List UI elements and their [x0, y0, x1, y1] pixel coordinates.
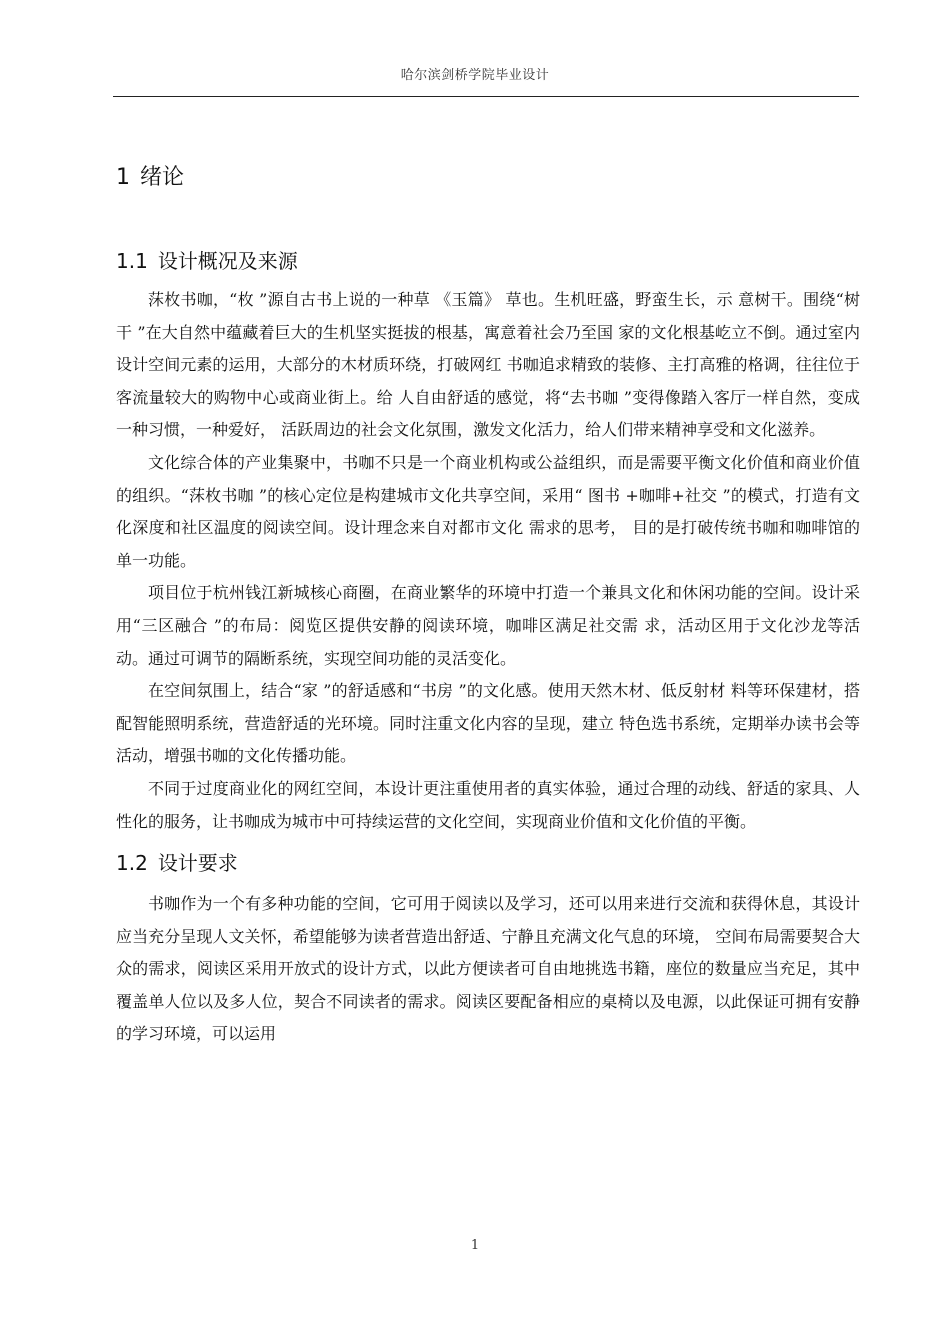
- page-number: 1: [470, 1238, 480, 1253]
- body-paragraph: 在空间氛围上，结合“家 ”的舒适感和“书房 ”的文化感。使用天然木材、低反射材 料等环保建材，搭配智能照明系统，营造舒适的光环境。同时注重文化内容的呈现，建立 特色选书系统，定期举办读书会等活动，增强书咖的文化传播功能。: [116, 681, 860, 766]
- header-divider: [113, 96, 859, 97]
- section-number: 1.1: [116, 249, 148, 273]
- chapter-number: 1: [116, 165, 130, 190]
- body-paragraph: 不同于过度商业化的网红空间，本设计更注重使用者的真实体验，通过合理的动线、舒适的家具、人性化的服务，让书咖成为城市中可持续运营的文化空间，实现商业价值和文化价值的平衡。: [116, 778, 860, 831]
- section-title: 设计要求: [157, 851, 238, 876]
- chapter-heading: [116, 158, 860, 202]
- section-heading: [116, 244, 860, 278]
- section-title: 设计概况及来源: [157, 249, 298, 273]
- running-header: 哈尔滨剑桥学院毕业设计: [400, 68, 550, 83]
- body-paragraph: 项目位于杭州钱江新城核心商圈，在商业繁华的环境中打造一个兼具文化和休闲功能的空间。设计采用“三区融合 ”的布局：阅览区提供安静的阅读环境，咖啡区满足社交需 求，活动区用于文化沙龙等活动。通过可调节的隔断系统，实现空间功能的灵活变化。: [116, 583, 860, 668]
- page-content: [116, 158, 860, 1051]
- chapter-title: 绪论: [140, 165, 185, 190]
- body-paragraph: 文化综合体的产业集聚中，书咖不只是一个商业机构或公益组织，而是需要平衡文化价值和商业价值的组织。“莯枚书咖 ”的核心定位是构建城市文化共享空间，采用“ 图书 +咖啡+社交 ”的模式，打造有文化深度和社区温度的阅读空间。设计理念来自对都市文化 需求的思考， 目的是打破传统书咖和咖啡馆的单一功能。: [116, 452, 860, 570]
- section-heading: [116, 846, 860, 880]
- body-paragraph: 书咖作为一个有多种功能的空间，它可用于阅读以及学习，还可以用来进行交流和获得休息，其设计应当充分呈现人文关怀，希望能够为读者营造出舒适、宁静且充满文化气息的环境， 空间布局需要契合大众的需求，阅读区采用开放式的设计方式，以此方便读者可自由地挑选书籍，座位的数量应当充足，其中覆盖单人位以及多人位，契合不同读者的需求。阅读区要配备相应的桌椅以及电源，以此保证可拥有安静的学习环境，可以运用: [116, 894, 860, 1044]
- section-number: 1.2: [116, 851, 148, 876]
- body-paragraph: 莯枚书咖，“枚 ”源自古书上说的一种草 《玉篇》 草也。生机旺盛，野蛮生长，示 意树干。围绕“树干 ”在大自然中蕴藏着巨大的生机坚实挺拔的根基，寓意着社会乃至国 家的文化根基屹立不倒。通过室内设计空间元素的运用，大部分的木材质环绕，打破网红 书咖追求精致的装修、主打高雅的格调，往往位于客流量较大的购物中心或商业街上。给 人自由舒适的感觉，将“去书咖 ”变得像踏入客厅一样自然，变成一种习惯，一种爱好， 活跃周边的社会文化氛围，激发文化活力，给人们带来精神享受和文化滋养。: [116, 290, 860, 440]
